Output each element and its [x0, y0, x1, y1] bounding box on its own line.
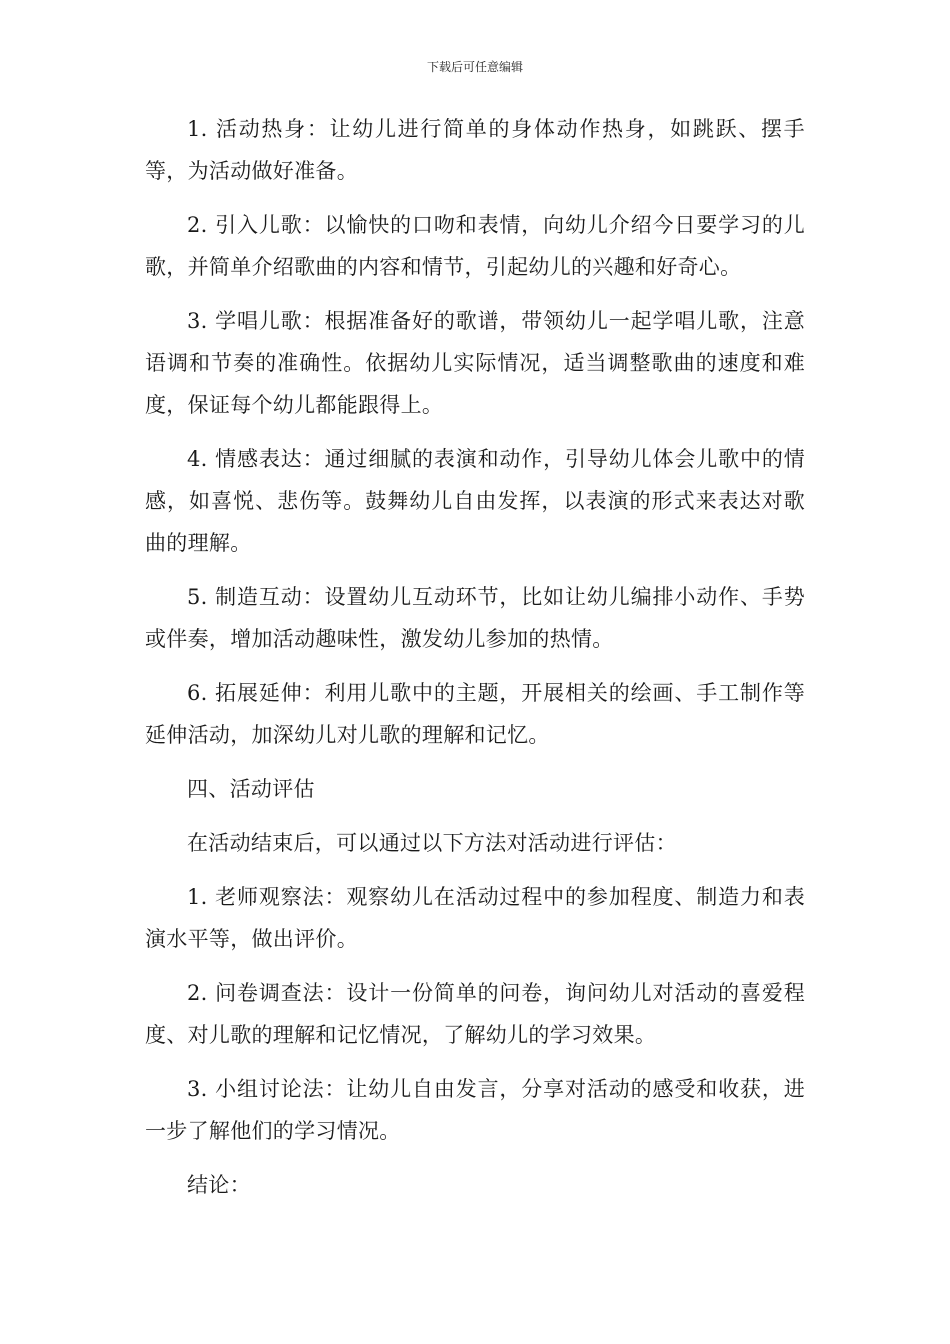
paragraph-method-1: 1. 老师观察法：观察幼儿在活动过程中的参加程度、制造力和表演水平等，做出评价。 [145, 885, 805, 951]
section-heading-evaluation: 四、活动评估 [187, 777, 315, 801]
paragraph-step-1: 1. 活动热身：让幼儿进行简单的身体动作热身，如跳跃、摆手等，为活动做好准备。 [145, 117, 805, 183]
paragraph-step-5: 5. 制造互动：设置幼儿互动环节，比如让幼儿编排小动作、手势或伴奏，增加活动趣味性，激发幼儿参加的热情。 [145, 585, 805, 651]
paragraph-step-2: 2. 引入儿歌：以愉快的口吻和表情，向幼儿介绍今日要学习的儿歌，并简单介绍歌曲的内容和情节，引起幼儿的兴趣和好奇心。 [145, 213, 805, 279]
conclusion-heading: 结论： [187, 1173, 251, 1197]
document-body [145, 108, 805, 1218]
paragraph-evaluation-intro: 在活动结束后，可以通过以下方法对活动进行评估： [187, 831, 677, 855]
paragraph-method-3: 3. 小组讨论法：让幼儿自由发言，分享对活动的感受和收获，进一步了解他们的学习情况。 [145, 1077, 805, 1143]
paragraph-method-2: 2. 问卷调查法：设计一份简单的问卷，询问幼儿对活动的喜爱程度、对儿歌的理解和记忆情况，了解幼儿的学习效果。 [145, 981, 805, 1047]
paragraph-step-3: 3. 学唱儿歌：根据准备好的歌谱，带领幼儿一起学唱儿歌，注意语调和节奏的准确性。依据幼儿实际情况，适当调整歌曲的速度和难度，保证每个幼儿都能跟得上。 [145, 309, 805, 417]
paragraph-step-6: 6. 拓展延伸：利用儿歌中的主题，开展相关的绘画、手工制作等延伸活动，加深幼儿对儿歌的理解和记忆。 [145, 681, 805, 747]
paragraph-step-4: 4. 情感表达：通过细腻的表演和动作，引导幼儿体会儿歌中的情感，如喜悦、悲伤等。鼓舞幼儿自由发挥，以表演的形式来表达对歌曲的理解。 [145, 447, 805, 555]
page-header: 下载后可任意编辑 [426, 60, 523, 74]
